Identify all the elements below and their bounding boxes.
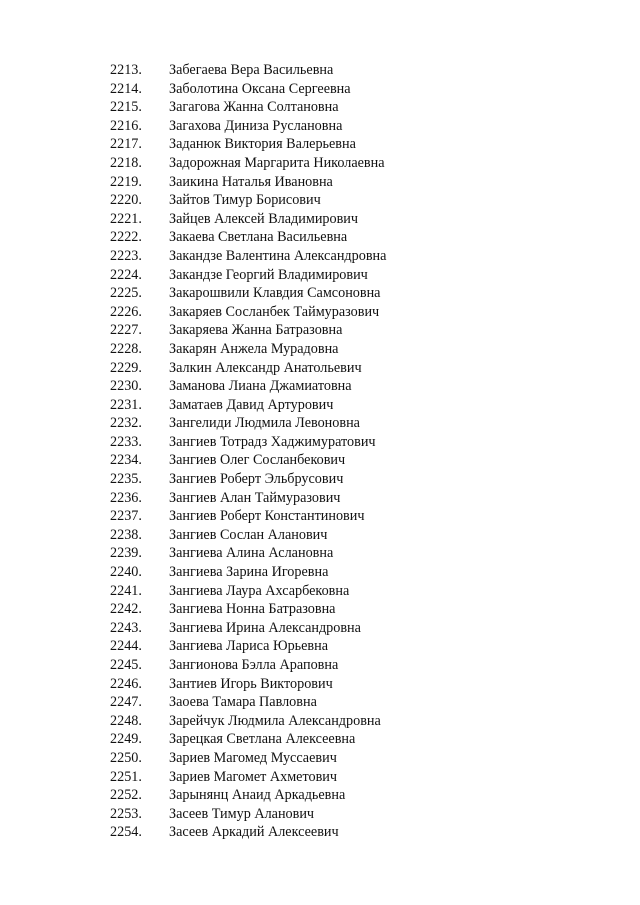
entry-number: 2246. [110,675,142,692]
list-item [110,433,610,452]
list-item [110,117,610,136]
list-item [110,675,610,694]
entry-full-name: Зангиев Тотрадз Хаджимуратович [169,433,376,450]
entry-number: 2247. [110,694,142,711]
entry-number: 2254. [110,824,142,841]
entry-full-name: Загагова Жанна Солтановна [169,99,339,116]
entry-full-name: Зарецкая Светлана Алексеевна [169,731,356,748]
list-item [110,284,610,303]
list-item [110,414,610,433]
entry-full-name: Зарейчук Людмила Александровна [169,712,381,729]
list-item [110,786,610,805]
entry-number: 2249. [110,731,142,748]
entry-full-name: Закарошвили Клавдия Самсоновна [169,285,381,302]
entry-full-name: Зангиева Лаура Ахсарбековна [169,582,350,599]
list-item [110,582,610,601]
entry-number: 2235. [110,471,142,488]
entry-number: 2216. [110,117,142,134]
entry-number: 2238. [110,526,142,543]
entry-number: 2215. [110,99,142,116]
list-item [110,544,610,563]
list-item [110,98,610,117]
list-item [110,173,610,192]
entry-full-name: Зангелиди Людмила Левоновна [169,415,360,432]
list-item [110,619,610,638]
entry-full-name: Зарынянц Анаид Аркадьевна [169,787,346,804]
entry-number: 2248. [110,712,142,729]
entry-number: 2219. [110,173,142,190]
list-item [110,359,610,378]
entry-full-name: Зангиев Олег Сосланбекович [169,452,346,469]
entry-number: 2252. [110,787,142,804]
list-item [110,80,610,99]
entry-full-name: Заманова Лиана Джамиатовна [169,378,352,395]
entry-full-name: Заданюк Виктория Валерьевна [169,136,356,153]
list-item [110,730,610,749]
entry-number: 2213. [110,62,142,78]
entry-number: 2224. [110,266,142,283]
entry-full-name: Закандзе Валентина Александровна [169,247,387,264]
list-item [110,340,610,359]
entry-number: 2237. [110,508,142,525]
entry-number: 2217. [110,136,142,153]
entry-full-name: Залкин Александр Анатольевич [169,359,362,376]
entry-full-name: Зангиев Роберт Константинович [169,508,365,525]
entry-full-name: Зангиева Ирина Александровна [169,619,361,636]
entry-full-name: Зангиев Сослан Аланович [169,526,328,543]
entry-number: 2236. [110,489,142,506]
list-item [110,823,610,842]
entry-full-name: Закандзе Георгий Владимирович [169,266,368,283]
entry-number: 2214. [110,80,142,97]
entry-number: 2227. [110,322,142,339]
entry-full-name: Загахова Диниза Руслановна [169,117,343,134]
list-item [110,210,610,229]
entry-full-name: Заоева Тамара Павловна [169,694,317,711]
entry-number: 2226. [110,303,142,320]
entry-full-name: Задорожная Маргарита Николаевна [169,154,385,171]
list-item [110,266,610,285]
entry-number: 2231. [110,396,142,413]
entry-number: 2243. [110,619,142,636]
entry-number: 2223. [110,247,142,264]
numbered-name-list [110,61,610,842]
list-item [110,489,610,508]
entry-number: 2222. [110,229,142,246]
list-item [110,526,610,545]
entry-number: 2233. [110,433,142,450]
entry-full-name: Зайтов Тимур Борисович [169,192,321,209]
entry-number: 2225. [110,285,142,302]
list-item [110,712,610,731]
entry-number: 2232. [110,415,142,432]
list-item [110,228,610,247]
entry-number: 2240. [110,564,142,581]
list-item [110,451,610,470]
list-item [110,396,610,415]
entry-full-name: Забегаева Вера Васильевна [169,62,334,78]
entry-number: 2251. [110,768,142,785]
list-item [110,656,610,675]
entry-full-name: Заматаев Давид Артурович [169,396,334,413]
entry-full-name: Зангиев Алан Таймуразович [169,489,341,506]
entry-full-name: Засеев Тимур Аланович [169,805,315,822]
list-item [110,637,610,656]
list-item [110,321,610,340]
entry-full-name: Заболотина Оксана Сергеевна [169,80,351,97]
entry-number: 2229. [110,359,142,376]
entry-full-name: Зариев Магомед Муссаевич [169,749,337,766]
entry-number: 2245. [110,657,142,673]
entry-number: 2253. [110,805,142,822]
list-item [110,805,610,824]
entry-number: 2220. [110,192,142,209]
entry-full-name: Зангионова Бэлла Араповна [169,657,339,673]
list-item [110,507,610,526]
entry-full-name: Засеев Аркадий Алексеевич [169,824,339,841]
entry-full-name: Зангиева Лариса Юрьевна [169,638,329,655]
list-item [110,768,610,787]
entry-full-name: Закаряев Сосланбек Таймуразович [169,303,380,320]
list-item [110,135,610,154]
entry-number: 2234. [110,452,142,469]
list-item [110,377,610,396]
list-item [110,693,610,712]
entry-number: 2250. [110,749,142,766]
list-item [110,470,610,489]
list-item [110,61,610,80]
entry-number: 2230. [110,378,142,395]
entry-number: 2239. [110,545,142,562]
list-item [110,600,610,619]
list-item [110,563,610,582]
list-item [110,154,610,173]
entry-full-name: Закаева Светлана Васильевна [169,229,348,246]
entry-full-name: Зангиева Нонна Батразовна [169,601,336,618]
entry-full-name: Закаряева Жанна Батразовна [169,322,343,339]
entry-full-name: Зангиев Роберт Эльбрусович [169,471,344,488]
entry-number: 2228. [110,340,142,357]
entry-full-name: Заикина Наталья Ивановна [169,173,333,190]
entry-number: 2221. [110,210,142,227]
entry-number: 2244. [110,638,142,655]
entry-number: 2242. [110,601,142,618]
list-item [110,749,610,768]
list-item [110,303,610,322]
entry-full-name: Зангиева Зарина Игоревна [169,564,329,581]
entry-number: 2218. [110,154,142,171]
entry-full-name: Зайцев Алексей Владимирович [169,210,359,227]
entry-full-name: Зангиева Алина Аслановна [169,545,334,562]
list-item [110,247,610,266]
entry-number: 2241. [110,582,142,599]
entry-full-name: Закарян Анжела Мурадовна [169,340,339,357]
list-item [110,191,610,210]
entry-full-name: Зантиев Игорь Викторович [169,675,333,692]
entry-full-name: Зариев Магомет Ахметович [169,768,338,785]
